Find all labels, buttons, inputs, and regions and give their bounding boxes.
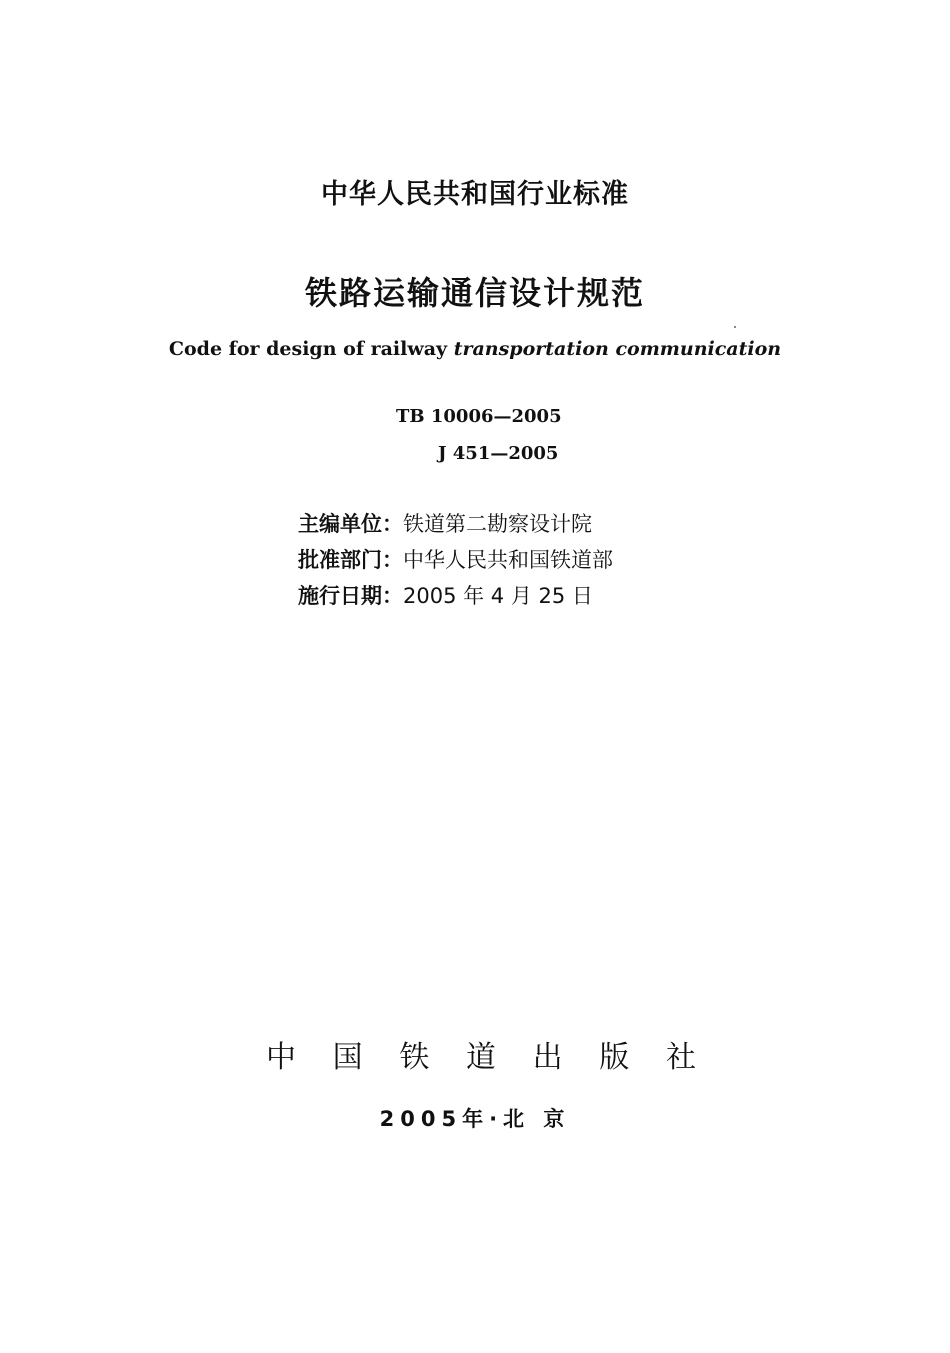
title-en-part-1: Code for design of railway	[168, 338, 454, 360]
publisher-char: 国	[332, 1040, 363, 1075]
publisher-char: 中	[266, 1040, 296, 1075]
approver-value: 中华人民共和国铁道部	[403, 548, 613, 572]
document-title-chinese: 铁路运输通信设计规范	[304, 274, 645, 312]
publisher-char: 铁	[399, 1040, 430, 1075]
industry-standard-heading: 中华人民共和国行业标准	[321, 179, 629, 210]
title-en-part-2: transportation communication	[453, 338, 782, 360]
document-meta	[298, 506, 613, 614]
publisher-char: 出	[532, 1040, 563, 1075]
effective-date-row	[298, 578, 613, 614]
document-title-english	[0, 338, 950, 360]
approver-label: 批准部门：	[298, 548, 403, 572]
publisher-char: 社	[665, 1040, 696, 1075]
publisher-name	[266, 1032, 696, 1076]
publisher-char: 版	[599, 1040, 630, 1075]
scan-speck	[734, 326, 736, 328]
standard-code-tb: TB 10006—2005	[396, 406, 562, 427]
approver-row	[298, 542, 613, 578]
editor-label: 主编单位：	[298, 512, 403, 536]
standard-code-j: J 451—2005	[438, 443, 559, 464]
editor-row	[298, 506, 613, 542]
effective-date-label: 施行日期：	[298, 584, 403, 608]
publication-year-place: 2005年·北 京	[379, 1107, 571, 1131]
publisher-char: 道	[465, 1040, 496, 1075]
editor-value: 铁道第二勘察设计院	[403, 512, 592, 536]
effective-date-value: 2005 年 4 月 25 日	[403, 584, 593, 608]
